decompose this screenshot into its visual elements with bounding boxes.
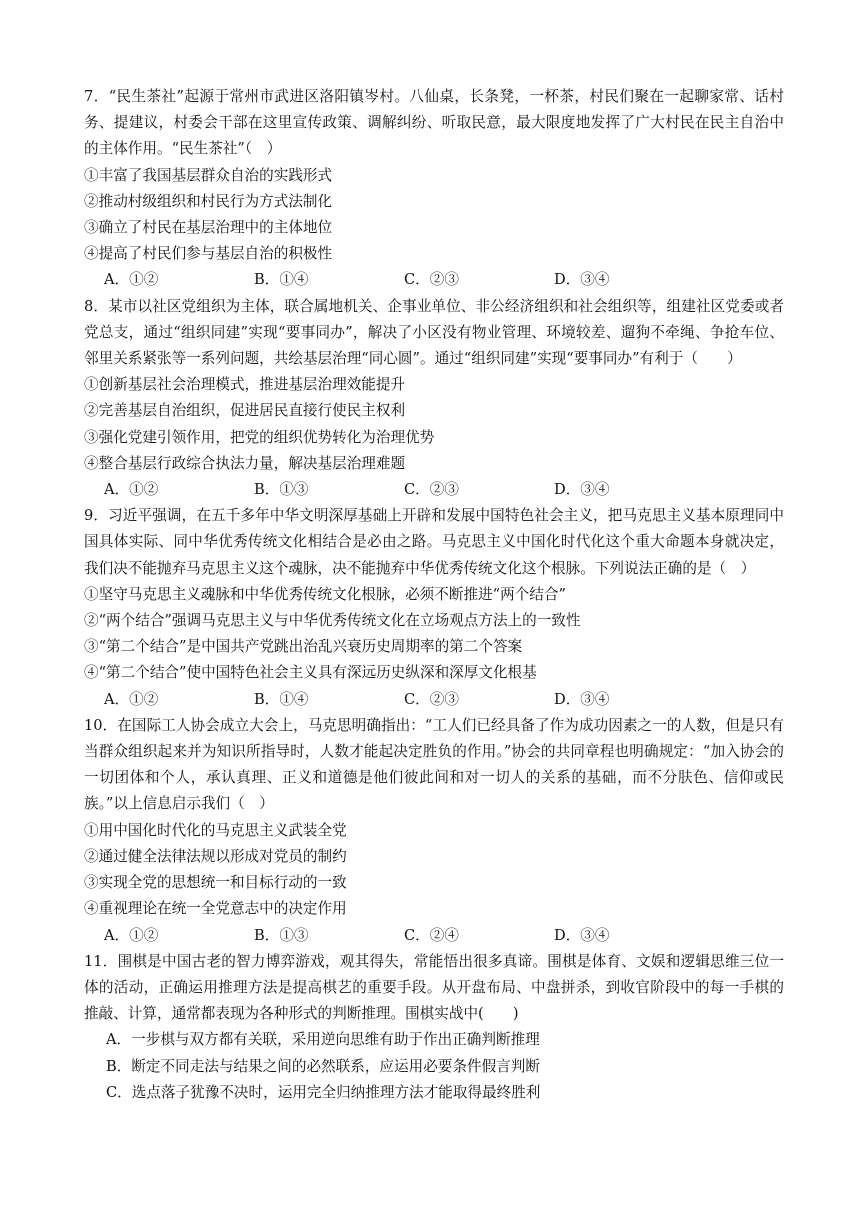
exam-page: [84, 84, 784, 1106]
choice-b[interactable]: B．断定不同走法与结果之间的必然联系，应运用必要条件假言判断: [106, 1057, 540, 1075]
choice-a[interactable]: A．①②: [104, 690, 159, 708]
choice-b[interactable]: B．①③: [254, 926, 309, 944]
statement-item: ②“两个结合”强调马克思主义与中华优秀传统文化在立场观点方法上的一致性: [84, 612, 581, 630]
question-stem: 9．习近平强调，在五千多年中华文明深厚基础上开辟和发展中国特色社会主义，把马克思主义基本原理同中国具体实际、同中华优秀传统文化相结合是必由之路。马克思主义中国化时代化这个重大命题本身就决定，我们决不能抛弃马克思主义这个魂脉，决不能抛弃中华优秀传统文化这个根脉。下列说法正确的是（ ）: [84, 507, 784, 577]
statement-item: ③强化党建引领作用，把党的组织优势转化为治理优势: [84, 428, 435, 446]
statement-item: ③实现全党的思想统一和目标行动的一致: [84, 874, 347, 892]
statement-item: ④“第二个结合”使中国特色社会主义具有深远历史纵深和深厚文化根基: [84, 664, 537, 682]
answer-choices: [84, 267, 784, 293]
statement-item: ④提高了村民们参与基层自治的积极性: [84, 245, 333, 263]
choice-a[interactable]: A．一步棋与双方都有关联，采用逆向思维有助于作出正确判断推理: [106, 1031, 540, 1049]
statement-item: ②完善基层自治组织，促进居民直接行使民主权利: [84, 402, 406, 420]
question-7: [84, 84, 784, 294]
choice-b[interactable]: B．①④: [254, 271, 309, 289]
choice-d[interactable]: D．③④: [554, 481, 610, 499]
choice-d[interactable]: D．③④: [554, 690, 610, 708]
statement-item: ②通过健全法律法规以形成对党员的制约: [84, 847, 347, 865]
statement-item: ④重视理论在统一全党意志中的决定作用: [84, 900, 347, 918]
choice-c[interactable]: C．②③: [404, 481, 459, 499]
statement-item: ②推动村级组织和村民行为方式法制化: [84, 192, 333, 210]
choice-a[interactable]: A．①②: [104, 481, 159, 499]
question-stem: 7．“民生茶社”起源于常州市武进区洛阳镇岑村。八仙桌，长条凳，一杯茶，村民们聚在一起聊家常、话村务、提建议，村委会干部在这里宣传政策、调解纠纷、听取民意，最大限度地发挥了广大村民在民主自治中的主体作用。“民生茶社”（ ）: [84, 88, 784, 158]
question-11: [84, 949, 784, 1106]
statement-item: ④整合基层行政综合执法力量，解决基层治理难题: [84, 454, 406, 472]
question-stem: 10．在国际工人协会成立大会上，马克思明确指出：“工人们已经具备了作为成功因素之一的人数，但是只有当群众组织起来并为知识所指导时，人数才能起决定胜负的作用。”协会的共同章程也明确规定：“加入协会的一切团体和个人，承认真理、正义和道德是他们彼此间和对一切人的关系的基础，而不分肤色、信仰或民族。”以上信息启示我们（ ）: [84, 716, 784, 813]
choice-c[interactable]: C．②③: [404, 271, 459, 289]
question-8: [84, 294, 784, 504]
choice-b[interactable]: B．①③: [254, 481, 309, 499]
statement-item: ③“第二个结合”是中国共产党跳出治乱兴衰历史周期率的第二个答案: [84, 638, 523, 656]
choice-c[interactable]: C．②③: [404, 690, 459, 708]
question-stem: 11．围棋是中国古老的智力博弈游戏，观其得失，常能悟出很多真谛。围棋是体育、文娱和逻辑思维三位一体的活动，正确运用推理方法是提高棋艺的重要手段。从开盘布局、中盘拼杀，到收官阶段中的每一手棋的推敲、计算，通常都表现为各种形式的判断推理。围棋实战中( ): [84, 952, 784, 1023]
choice-a[interactable]: A．①②: [104, 926, 159, 944]
statement-item: ①用中国化时代化的马克思主义武装全党: [84, 821, 347, 839]
question-stem: 8．某市以社区党组织为主体，联合属地机关、企事业单位、非公经济组织和社会组织等，组建社区党委或者党总支，通过“组织同建”实现“要事同办”，解决了小区没有物业管理、环境较差、遛狗不牵绳、争抢车位、邻里关系紧张等一系列问题，共绘基层治理“同心圆”。通过“组织同建”实现“要事同办”有利于（ ）: [84, 297, 784, 368]
question-10: [84, 713, 784, 949]
question-9: [84, 503, 784, 713]
choice-c[interactable]: C．②④: [404, 926, 459, 944]
choice-c[interactable]: C．选点落子犹豫不决时，运用完全归纳推理方法才能取得最终胜利: [106, 1083, 541, 1101]
answer-choices: [84, 923, 784, 949]
choice-b[interactable]: B．①④: [254, 690, 309, 708]
statement-item: ③确立了村民在基层治理中的主体地位: [84, 219, 333, 237]
answer-choices: [84, 477, 784, 503]
statement-item: ①坚守马克思主义魂脉和中华优秀传统文化根脉，必须不断推进“两个结合”: [84, 585, 566, 603]
statement-item: ①创新基层社会治理模式，推进基层治理效能提升: [84, 376, 406, 394]
choice-a[interactable]: A．①②: [104, 271, 159, 289]
answer-choices: [84, 687, 784, 713]
statement-item: ①丰富了我国基层群众自治的实践形式: [84, 166, 333, 184]
choice-d[interactable]: D．③④: [554, 271, 610, 289]
choice-d[interactable]: D．③④: [554, 926, 610, 944]
